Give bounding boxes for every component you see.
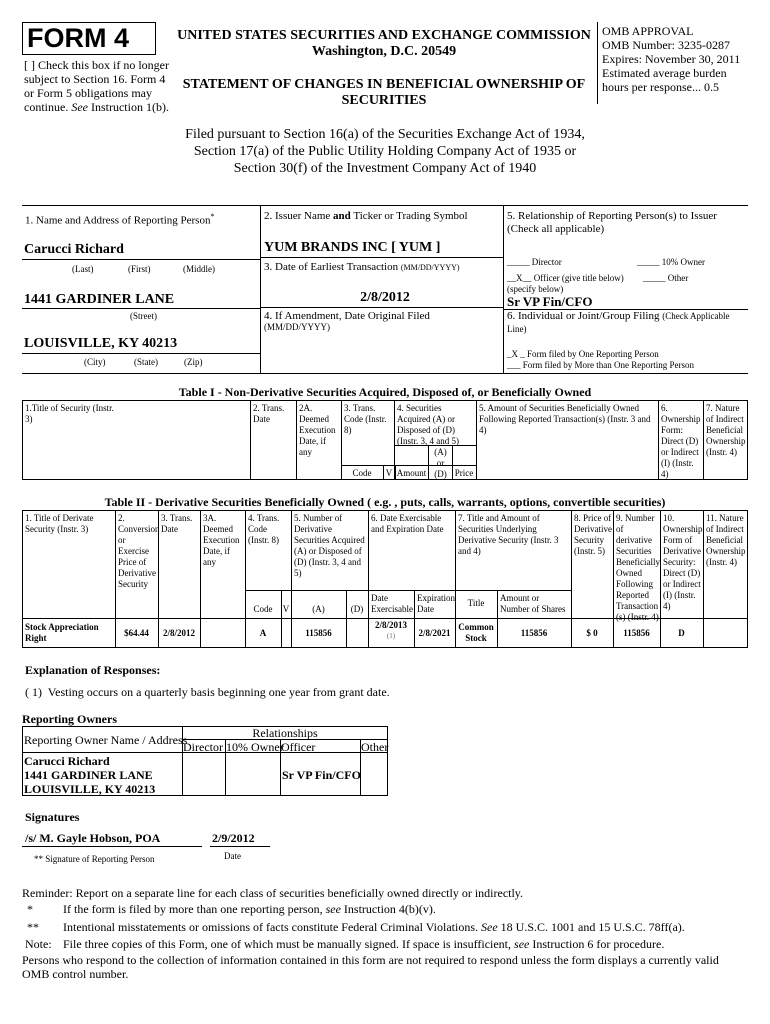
rule [428,445,429,480]
street-label: (Street) [130,311,157,321]
t1-col7: 7. Nature of Indirect Beneficial Ownership (Instr. 4) [706,403,746,457]
t2-row-code: A [259,628,267,638]
owners-relationships: Relationships [252,726,318,740]
rule [476,400,477,480]
t2-col5: 5. Number of Derivative Securities Acquired (A) or Disposed of (D) (Instr. 3, 4 and 5) [294,513,365,578]
t1-col4: 4. Securities Acquired (A) or Disposed of (D) (Instr. 3, 4 and 5) [397,403,459,446]
omb-approval: OMB APPROVAL OMB Number: 3235-0287 Expires: November 30, 2011 Estimated average burden hours per response... 0.5 [602,24,741,94]
officer-title: Sr VP Fin/CFO [507,294,593,309]
form-title-box [22,22,156,55]
footer-persons: Persons who respond to the collection of information contained in this form are not required to respond unless the form displays a currently valid OMB control number. [22,953,719,981]
t2-col3: 3. Trans. Date [161,513,193,534]
director-check: _____ Director [507,257,562,267]
table1-title: Table I - Non-Derivative Securities Acquired, Disposed of, or Beneficially Owned [178,385,592,399]
t1-aord: (A) or (D) [434,447,447,479]
t2-a: (A) [312,604,325,614]
owners-heading: Reporting Owners [22,712,117,726]
t2-row-security: Stock Appreciation Right [25,622,99,643]
signature-date-value: 2/9/2012 [212,831,255,845]
owners-col-name: Reporting Owner Name / Address [24,733,188,747]
filing-one: _X _ Form filed by One Reporting Person [507,349,659,359]
statement-title: STATEMENT OF CHANGES IN BENEFICIAL OWNERSHIP OF SECURITIES [182,77,586,108]
rule [497,590,498,648]
t2-row-exercisable: 2/8/2013 [374,620,407,630]
owner10-check: _____ 10% Owner [637,257,705,267]
t2-row-expiration: 2/8/2021 [418,628,451,638]
t1-price: Price [454,468,474,478]
rule [296,400,297,480]
explanation-heading: Explanation of Responses: [25,663,161,677]
t2-d: (D) [350,604,364,614]
t2-col8: 8. Price of Derivative Security (Instr. 5) [574,513,612,556]
earliest-transaction-label: 3. Date of Earliest Transaction (MM/DD/YYYY) [264,261,460,273]
owners-col-director: Director [183,740,223,754]
t1-col6: 6. Ownership Form: Direct (D) or Indirect (I) (Instr. 4) [661,403,701,479]
table2-title: Table II - Derivative Securities Beneficially Owned ( e.g. , puts, calls, warrants, options, convertible securities) [104,495,666,509]
t2-date-exercisable: Date Exercisable [371,593,413,614]
other-check: _____ Other (specify below) [507,273,689,294]
t1-col2: 2. Trans. Date [253,403,285,424]
t2-row-date: 2/8/2012 [162,628,195,638]
amendment-label: 4. If Amendment, Date Original Filed [264,310,430,322]
zip-label: (Zip) [184,357,203,367]
t2-col3a: 3A. Deemed Execution Date, if any [203,513,240,567]
t1-col2a: 2A. Deemed Execution Date, if any [299,403,336,457]
last-label: (Last) [72,264,94,274]
filing-more: ___ Form filed by More than One Reporting Person [507,360,694,370]
footer-note-mark: Note: [25,937,52,951]
filing-label: 6. Individual or Joint/Group Filing (Check Applicable Line) [507,310,730,334]
issuer-name: YUM BRANDS INC [ YUM ] [264,240,441,255]
rule [658,400,659,480]
t2-row-price: $64.44 [124,628,149,638]
t2-col9: 9. Number of derivative Securities Beneficially Owned Following Reported Transaction (s) (Instr. 4) [616,513,660,622]
t1-code: Code [352,468,372,478]
rule [703,400,704,480]
signatures-heading: Signatures [25,810,80,824]
t1-col1: 1.Title of Security (Instr. 3) [25,403,114,424]
t2-title: Title [467,598,485,608]
amendment-format: (MM/DD/YYYY) [264,322,330,332]
filed-pursuant: Filed pursuant to Section 16(a) of the Securities Exchange Act of 1934, Section 17(a) of the Public Utility Holding Company Act of 1935 or Section 30(f) of the Investment Company Act of 1940 [185,127,585,176]
footer-reminder: Reminder: Report on a separate line for each class of securities beneficially owned directly or indirectly. [22,886,524,900]
rule [346,590,347,648]
form-title: FORM 4 [27,23,130,53]
t2-row-title: Common Stock [458,622,494,643]
rule [22,846,202,847]
footer-star1: If the form is filed by more than one reporting person, see Instruction 4(b)(v). [63,902,436,916]
t2-row-shares: 115856 [520,628,548,638]
t2-col1: 1. Title of Derivate Security (Instr. 3) [25,513,94,534]
footer-note: File three copies of this Form, one of which must be manually signed. If space is insufficient, see Instruction 6 for procedure. [63,937,665,951]
reporting-person-label: 1. Name and Address of Reporting Person* [25,212,215,227]
explanation-note: ( 1) Vesting occurs on a quarterly basis beginning one year from grant date. [25,685,390,699]
middle-label: (Middle) [183,264,215,274]
agency-name: UNITED STATES SECURITIES AND EXCHANGE COMMISSION Washington, D.C. 20549 [177,28,591,59]
rule [260,205,261,373]
signature-label: ** Signature of Reporting Person [34,854,155,864]
relationship-label: 5. Relationship of Reporting Person(s) to Issuer (Check all applicable) [507,210,717,235]
t2-amount-shares: Amount or Number of Shares [500,593,566,614]
owners-col-other: Other [361,740,389,754]
signature-date-label: Date [224,851,241,861]
rule [22,259,260,260]
city-label: (City) [84,357,106,367]
omb-divider [597,22,598,104]
t2-code: Code [253,604,273,614]
owners-col-officer: Officer [281,740,316,754]
rule [22,205,748,206]
rule [260,257,503,258]
t2-expiration: Expiration Date [417,593,455,614]
t2-col11: 11. Nature of Indirect Beneficial Ownership (Instr. 4) [706,513,746,567]
t1-col3: 3. Trans. Code (Instr. 8) [344,403,387,435]
rule [22,373,748,374]
t2-row-owned: 115856 [623,628,650,638]
owners-col-10owner: 10% Owner [226,740,284,754]
t1-v: V [385,468,393,478]
rule [22,353,260,354]
t2-col6: 6. Date Exercisable and Expiration Date [371,513,444,534]
rule [341,465,476,466]
owners-officer-value: Sr VP Fin/CFO [282,768,361,782]
rule [281,590,282,648]
first-label: (First) [128,264,151,274]
t2-col7: 7. Title and Amount of Securities Underlying Derivative Security (Instr. 3 and 4) [458,513,559,556]
city-value: LOUISVILLE, KY 40213 [24,336,178,351]
t2-col2: 2. Conversion or Exercise Price of Derivative Security [118,513,160,589]
rule [245,590,571,591]
t2-row-acquired: 115856 [305,628,332,638]
t1-col5: 5. Amount of Securities Beneficially Owned Following Reported Transaction(s) (Instr. 3 and 4) [479,403,651,435]
earliest-transaction-date: 2/8/2012 [360,290,410,305]
t2-row-deriv-price: $ 0 [586,628,598,638]
rule [22,308,260,309]
officer-check: __X__ Officer (give title below) [507,273,624,283]
rule [414,590,415,648]
footer-star2-mark: ** [27,920,39,934]
rule [210,846,270,847]
owners-name: Carucci Richard 1441 GARDINER LANE LOUISVILLE, KY 40213 [24,754,156,796]
rule [200,510,201,648]
t2-row-form: D [678,628,685,638]
footer-star2: Intentional misstatements or omissions of facts constitute Federal Criminal Violations. See 18 U.S.C. 1001 and 15 U.S.C. 78ff(a). [63,920,685,934]
state-label: (State) [134,357,158,367]
t2-v: V [282,604,290,614]
signature-value: /s/ M. Gayle Hobson, POA [25,831,161,845]
footer-star1-mark: * [27,902,33,916]
no-longer-subject-note: [ ] Check this box if no longer subject to Section 16. Form 4 or Form 5 obligations may continue. See Instruction 1(b). [24,58,169,114]
t1-amount: Amount [396,468,427,478]
issuer-label: 2. Issuer Name and Ticker or Trading Symbol [264,210,468,222]
t2-col10: 10. Ownership Form of Derivative Security: Direct (D) or Indirect (I) (Instr. 4) [663,513,703,611]
t2-row-exercisable-note: (1) [386,632,396,640]
rule [250,400,251,480]
rule [503,205,504,373]
t2-col4: 4. Trans. Code (Instr. 8) [248,513,280,545]
reporting-person-name: Carucci Richard [24,242,124,257]
street-value: 1441 GARDINER LANE [24,292,175,307]
rule [260,307,503,308]
